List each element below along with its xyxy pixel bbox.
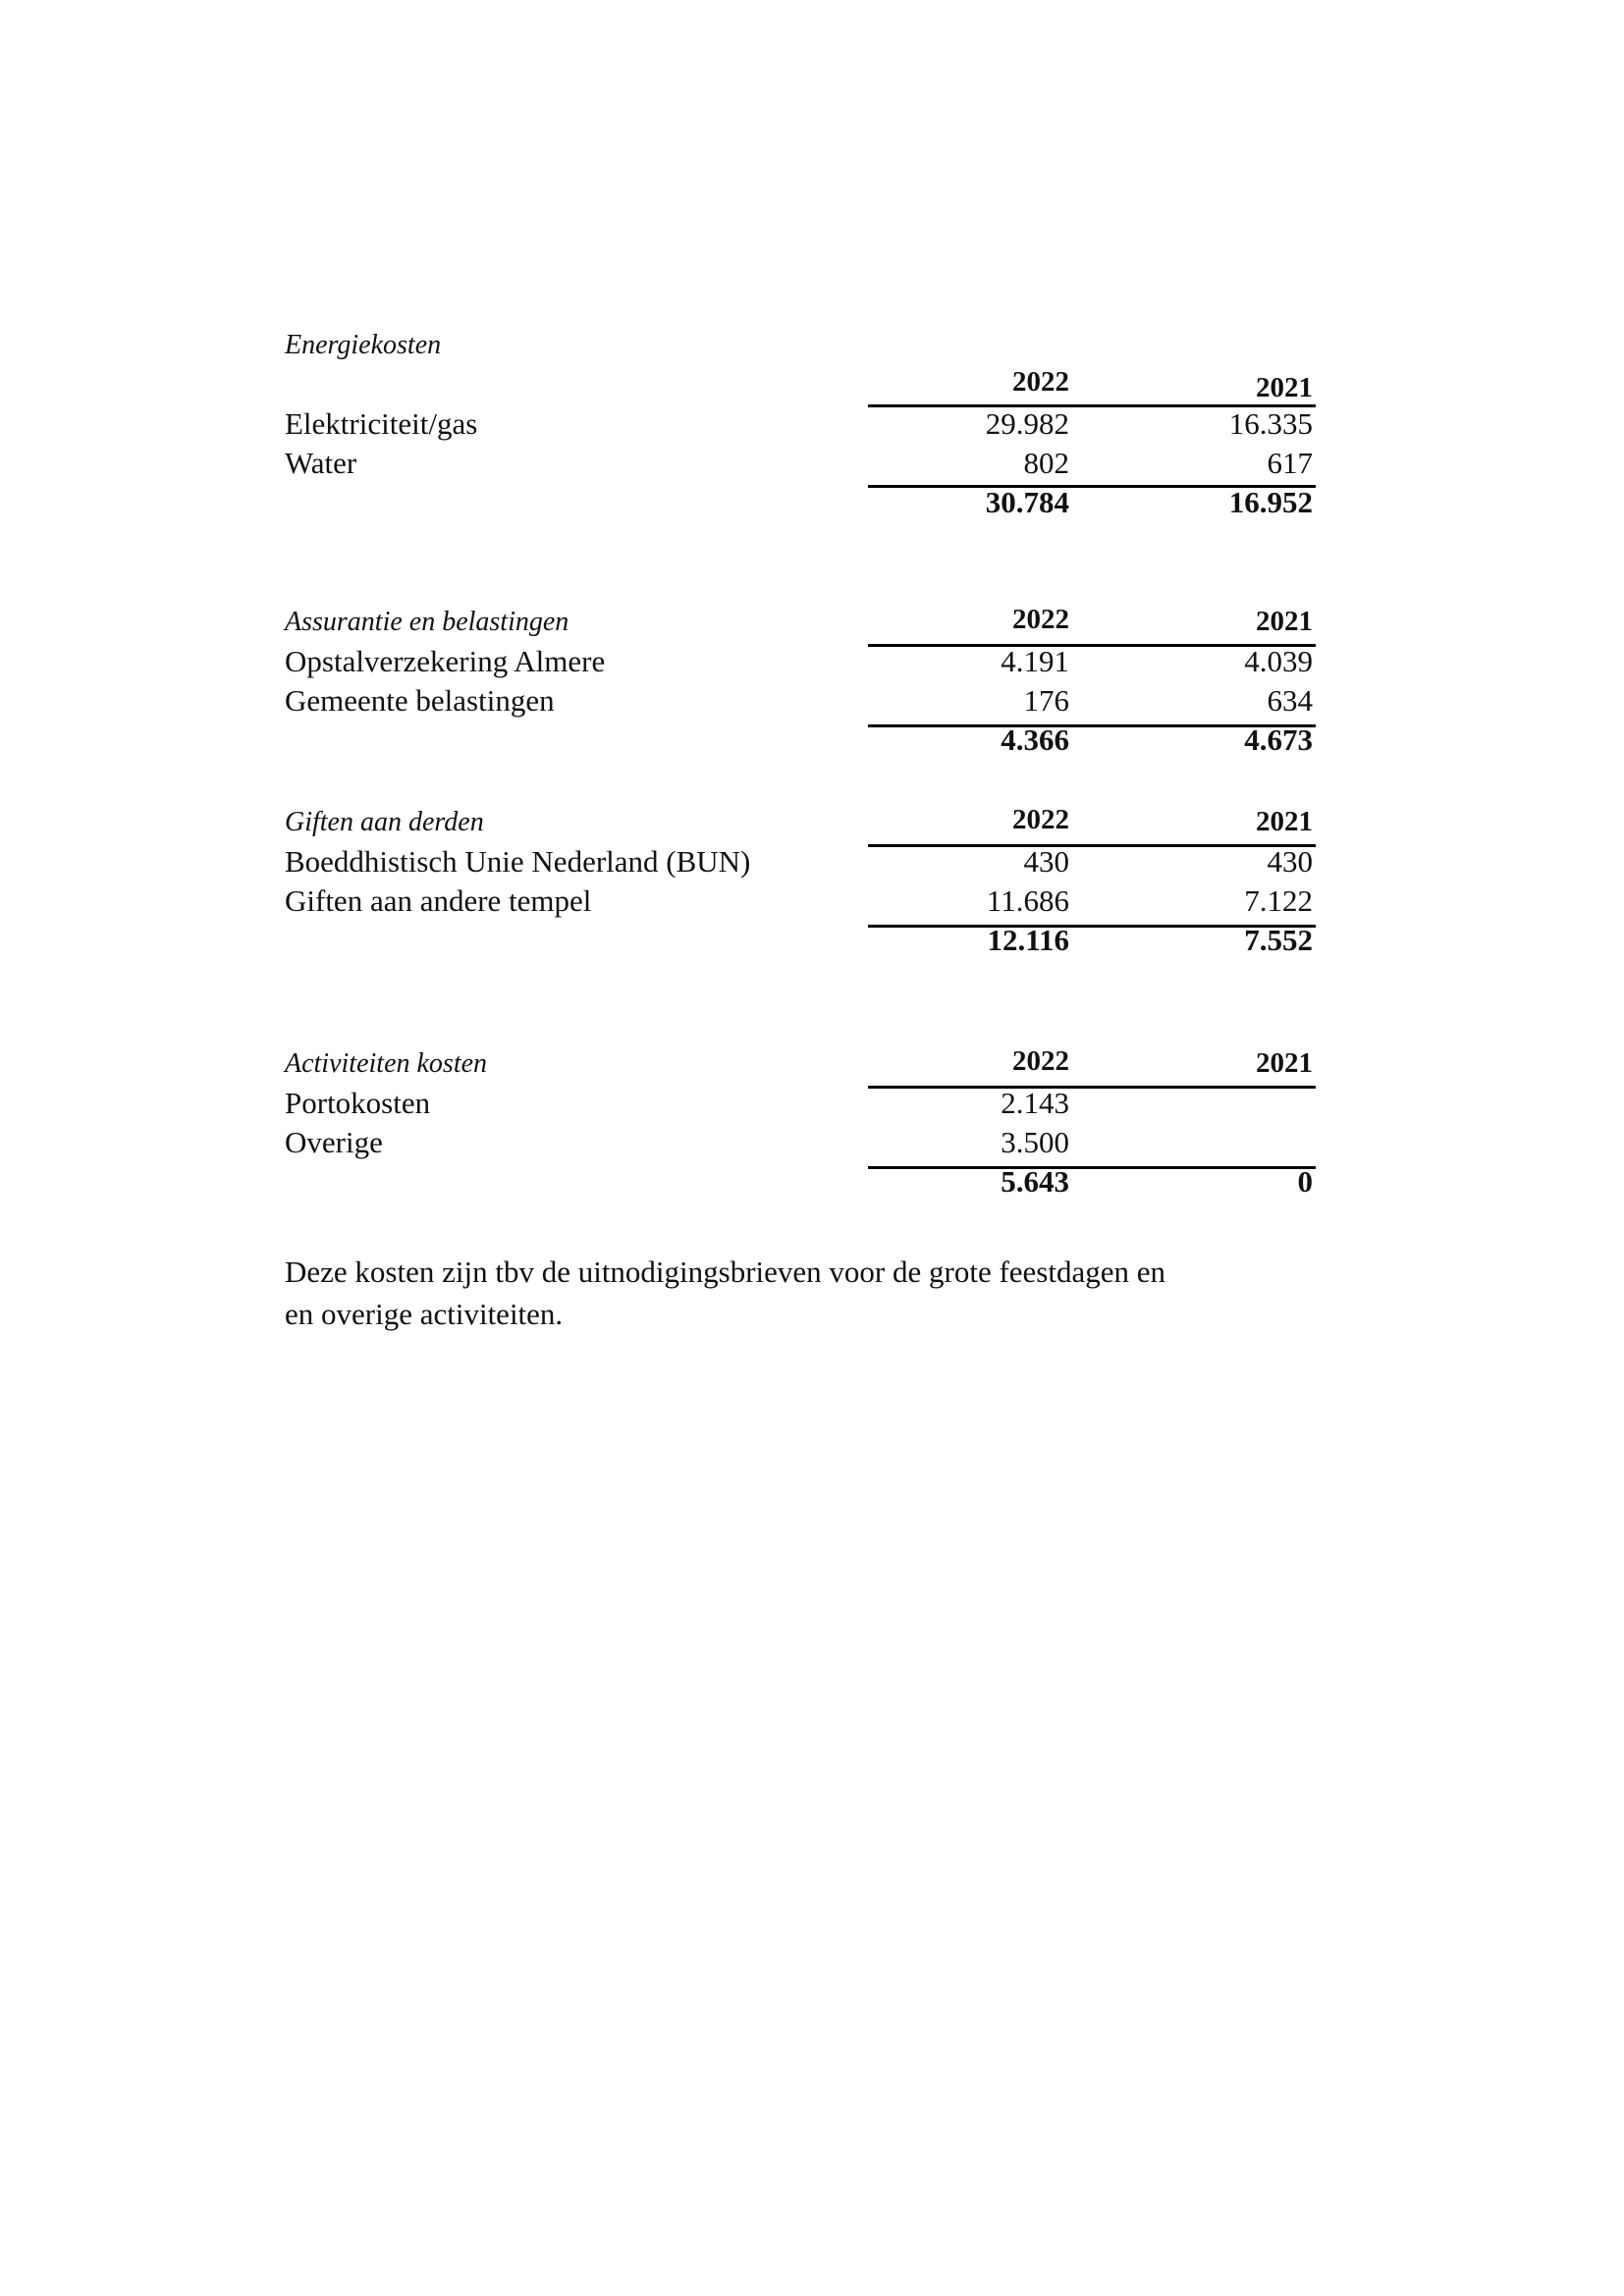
- note-line-1: Deze kosten zijn tbv de uitnodigingsbrieven voor de grote feestdagen en: [285, 1255, 1166, 1289]
- section-title: Activiteiten kosten: [285, 1048, 488, 1079]
- row-label: Water: [285, 446, 357, 480]
- year-2022-header: 2022: [1012, 1045, 1069, 1077]
- row-label: Overige: [285, 1125, 383, 1159]
- section-activiteiten: [285, 1044, 1316, 1203]
- total-2022: 5.643: [1001, 1164, 1069, 1199]
- year-2022-header: 2022: [1012, 604, 1069, 635]
- row-value-2021: 4.039: [1244, 644, 1313, 678]
- row-value-2022: 11.686: [986, 883, 1069, 918]
- row-value-2022: 29.982: [985, 406, 1069, 441]
- total-2021: 4.673: [1244, 722, 1313, 757]
- row-label: Opstalverzekering Almere: [285, 644, 606, 678]
- note-paragraph: [285, 1251, 1267, 1335]
- row-value-2022: 802: [1023, 446, 1069, 480]
- row-value-2022: 430: [1023, 844, 1069, 879]
- year-2021-header: 2021: [1256, 606, 1313, 637]
- note-line-2: en overige activiteiten.: [285, 1297, 564, 1331]
- total-2021: 7.552: [1244, 923, 1313, 957]
- row-value-2022: 2.143: [1001, 1086, 1069, 1120]
- row-value-2021: 617: [1267, 446, 1313, 480]
- row-label: Elektriciteit/gas: [285, 406, 478, 441]
- section-giften: [285, 803, 1316, 962]
- section-assurantie: [285, 603, 1316, 762]
- year-2021-header: 2021: [1256, 372, 1313, 403]
- section-title: Giften aan derden: [285, 807, 484, 837]
- section-energiekosten: [285, 324, 1316, 524]
- total-2022: 12.116: [987, 923, 1069, 957]
- total-2022: 30.784: [985, 485, 1069, 519]
- year-2021-header: 2021: [1256, 806, 1313, 837]
- row-value-2021: 16.335: [1228, 406, 1313, 441]
- year-2021-header: 2021: [1256, 1047, 1313, 1079]
- row-value-2021: 7.122: [1244, 883, 1313, 918]
- row-label: Boeddhistisch Unie Nederland (BUN): [285, 844, 751, 879]
- row-label: Portokosten: [285, 1086, 431, 1120]
- row-label: Giften aan andere tempel: [285, 883, 592, 918]
- row-value-2022: 3.500: [1001, 1125, 1069, 1159]
- row-label: Gemeente belastingen: [285, 683, 555, 718]
- row-value-2022: 4.191: [1001, 644, 1069, 678]
- year-2022-header: 2022: [1012, 804, 1069, 835]
- year-2022-header: 2022: [1012, 366, 1069, 398]
- total-2022: 4.366: [1001, 722, 1069, 757]
- total-2021: 0: [1297, 1164, 1313, 1199]
- row-value-2021: 430: [1267, 844, 1313, 879]
- row-value-2021: 634: [1267, 683, 1313, 718]
- total-2021: 16.952: [1228, 485, 1313, 519]
- row-value-2022: 176: [1023, 683, 1069, 718]
- section-title: Assurantie en belastingen: [285, 607, 569, 637]
- section-title: Energiekosten: [285, 330, 442, 360]
